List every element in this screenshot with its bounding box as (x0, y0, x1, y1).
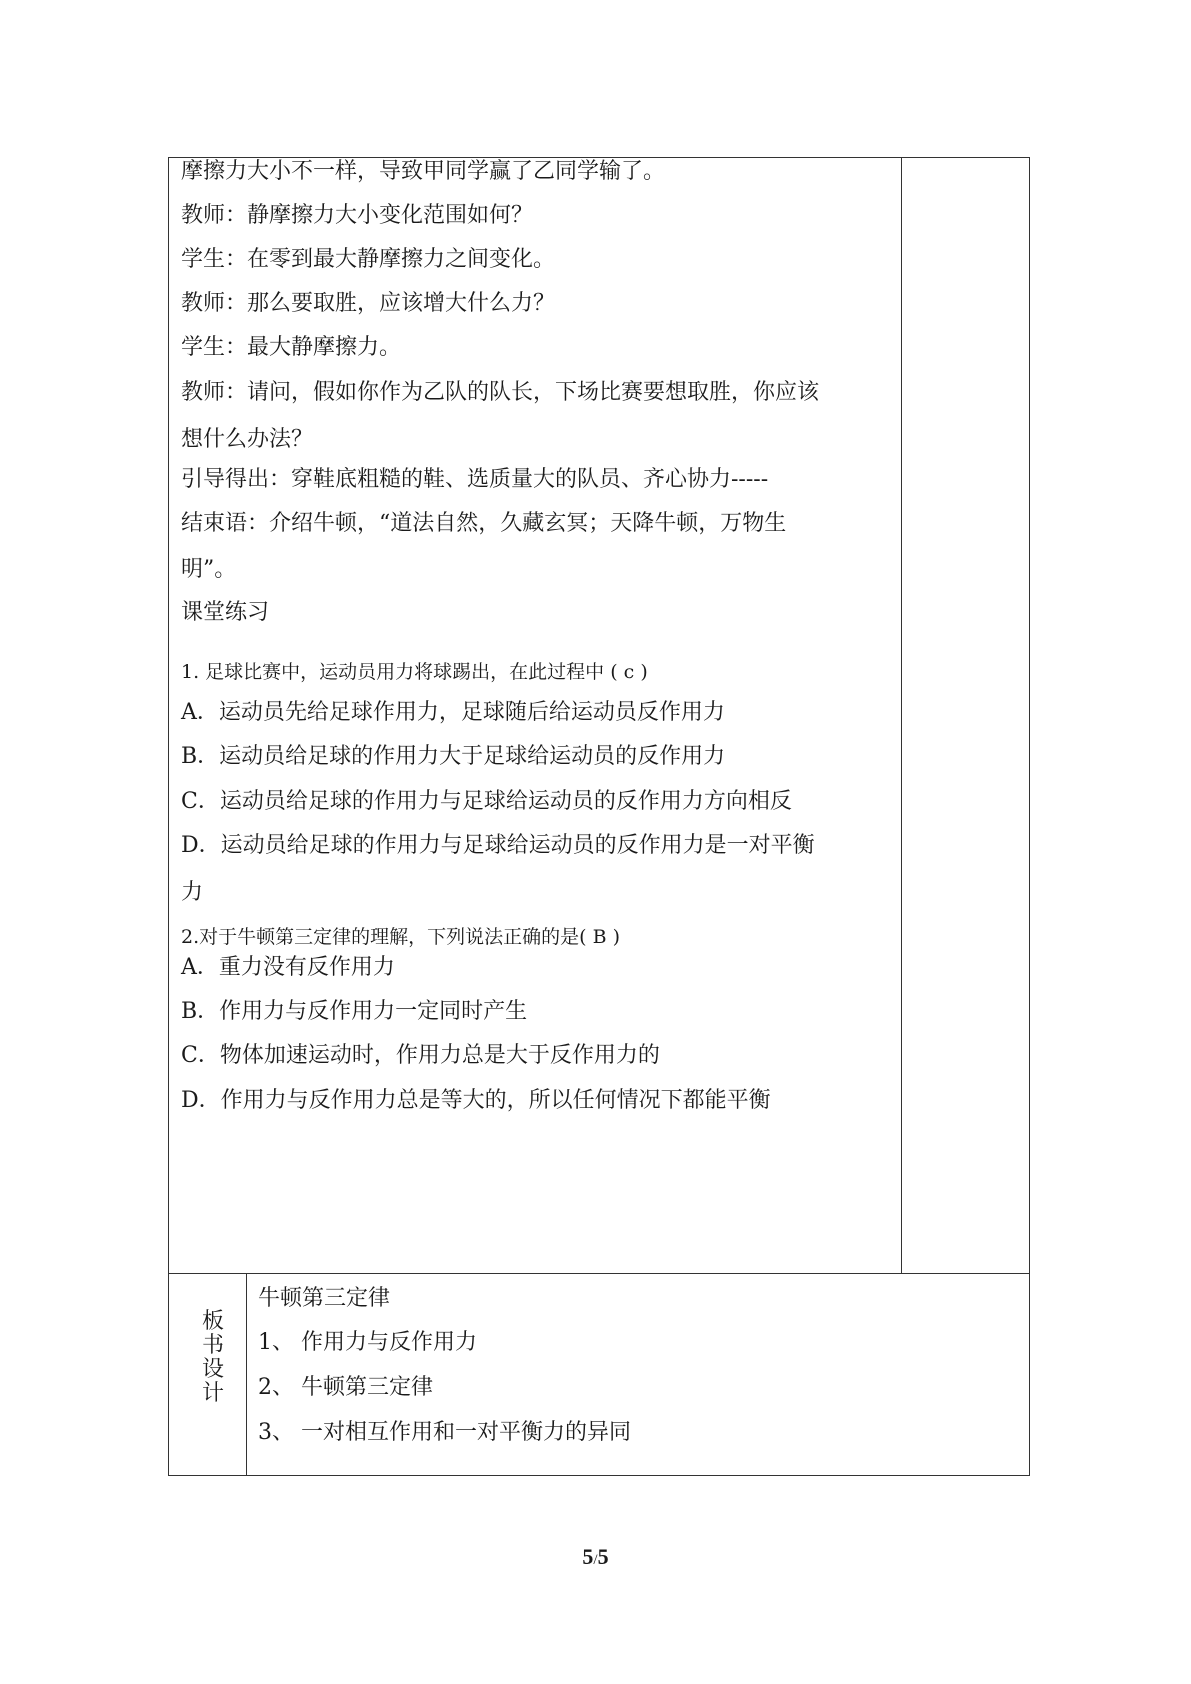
exercise-option: A．运动员先给足球作用力，足球随后给运动员反作用力 (181, 700, 725, 725)
exercise-option: D．运动员给足球的作用力与足球给运动员的反作用力是一对平衡 (181, 833, 815, 858)
dialogue-line: 摩擦力大小不一样，导致甲同学赢了乙同学输了。 (181, 159, 666, 184)
exercise-option: D．作用力与反作用力总是等大的，所以任何情况下都能平衡 (181, 1088, 771, 1113)
dialogue-line: 学生：在零到最大静摩擦力之间变化。 (181, 247, 556, 272)
dialogue-line: 引导得出：穿鞋底粗糙的鞋、选质量大的队员、齐心协力----- (181, 467, 769, 492)
dialogue-line: 教师：静摩擦力大小变化范围如何？ (181, 203, 534, 228)
board-label-char: 书 (201, 1333, 224, 1358)
exercise-question: 1. 足球比赛中，运动员用力将球踢出，在此过程中 ( c ) (181, 661, 648, 683)
board-label-char: 设 (201, 1357, 224, 1382)
board-title: 牛顿第三定律 (258, 1286, 391, 1311)
table-row-divider (168, 1273, 1030, 1274)
dialogue-line: 结束语：介绍牛顿，“道法自然，久藏玄冥；天降牛顿，万物生 (181, 511, 787, 536)
page-current: 5 (582, 1544, 594, 1569)
exercise-option: C．物体加速运动时，作用力总是大于反作用力的 (181, 1043, 660, 1068)
exercise-option: B．运动员给足球的作用力大于足球给运动员的反作用力 (181, 744, 726, 769)
board-design-label (198, 1310, 228, 1406)
exercise-option: A．重力没有反作用力 (181, 955, 395, 980)
dialogue-line: 想什么办法？ (181, 427, 314, 452)
exercise-option: B．作用力与反作用力一定同时产生 (181, 999, 528, 1024)
exercise-option: 力 (181, 880, 204, 905)
page-separator: / (593, 1552, 598, 1568)
exercise-question: 2.对于牛顿第三定律的理解，下列说法正确的是( B ) (181, 926, 620, 948)
dialogue-line: 教师：请问，假如你作为乙队的队长，下场比赛要想取胜，你应该 (181, 380, 820, 405)
exercise-option: C．运动员给足球的作用力与足球给运动员的反作用力方向相反 (181, 789, 792, 814)
board-label-char: 板 (201, 1309, 224, 1334)
dialogue-line: 明”。 (181, 557, 237, 582)
board-label-column-divider (246, 1273, 247, 1476)
page-number (0, 1544, 1191, 1570)
section-heading-exercises: 课堂练习 (181, 600, 270, 625)
page-total: 5 (597, 1544, 609, 1569)
dialogue-line: 学生：最大静摩擦力。 (181, 335, 402, 360)
board-item: 3、 一对相互作用和一对平衡力的异同 (258, 1420, 631, 1445)
board-label-char: 计 (201, 1381, 224, 1406)
table-right-column-divider (901, 157, 902, 1274)
dialogue-line: 教师：那么要取胜，应该增大什么力？ (181, 291, 556, 316)
board-item: 2、 牛顿第三定律 (258, 1375, 433, 1400)
board-item: 1、 作用力与反作用力 (258, 1330, 477, 1355)
